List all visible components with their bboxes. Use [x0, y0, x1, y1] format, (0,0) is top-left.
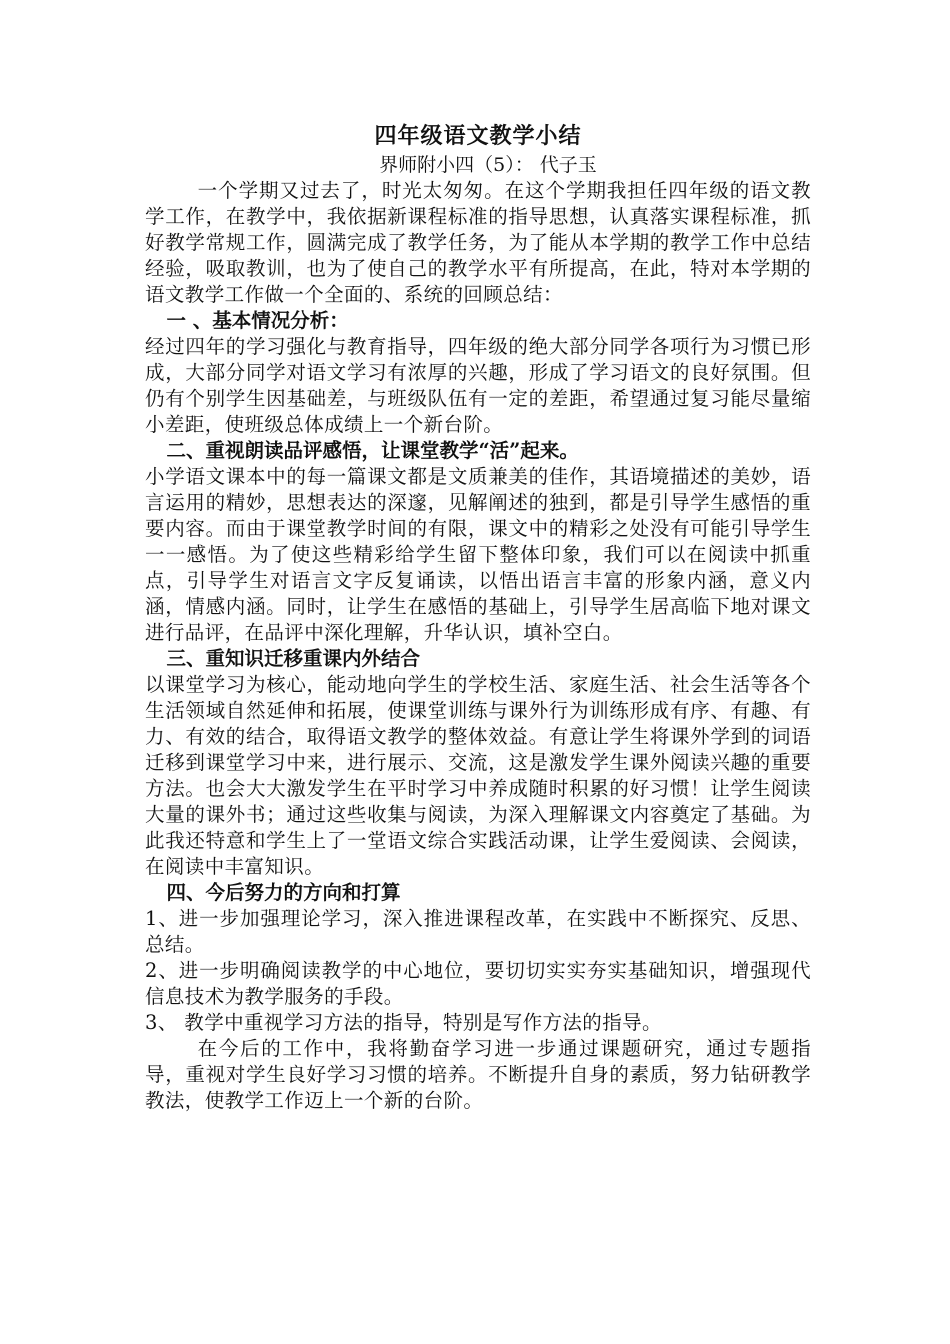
list-item: 2、进一步明确阅读教学的中心地位，要切切实实夯实基础知识，增强现代信息技术为教学服务的手段。 [145, 959, 811, 1008]
section-heading-4: 四、今后努力的方向和打算 [166, 881, 401, 904]
section-heading-2: 二、重视朗读品评感悟，让课堂教学“活”起来。 [166, 439, 579, 462]
section-heading-1: 一 、基本情况分析： [166, 309, 349, 332]
section-body-3: 以课堂学习为核心，能动地向学生的学校生活、家庭生活、社会生活等各个生活领域自然延伸和拓展，使课堂训练与课外行为训练形成有序、有趣、有力、有效的结合，取得语文教学的整体效益。有意让学生将课外学到的词语迁移到课堂学习中来，进行展示、交流，这是激发学生课外阅读兴趣的重要方法。也会大大激发学生在平时学习中养成随时积累的好习惯！让学生阅读大量的课外书；通过这些收集与阅读，为深入理解课文内容奠定了基础。为此我还特意和学生上了一堂语文综合实践活动课，让学生爱阅读、会阅读，在阅读中丰富知识。 [145, 673, 811, 878]
list-item: 1、进一步加强理论学习，深入推进课程改革，在实践中不断探究、反思、总结。 [145, 907, 811, 956]
author-line: 界师附小四（5）： 代子玉 [379, 154, 597, 176]
intro-paragraph: 一个学期又过去了，时光太匆匆。在这个学期我担任四年级的语文教学工作，在教学中，我依据新课程标准的指导思想，认真落实课程标准，抓好教学常规工作，圆满完成了教学任务，为了能从本学期的教学工作中总结经验，吸取教训，也为了使自己的教学水平有所提高，在此，特对本学期的语文教学工作做一个全面的、系统的回顾总结： [145, 179, 811, 306]
document-title: 四年级语文教学小结 [374, 123, 582, 149]
section-body-2: 小学语文课本中的每一篇课文都是文质兼美的佳作，其语境描述的美妙，语言运用的精妙，思想表达的深邃，见解阐述的独到，都是引导学生感悟的重要内容。而由于课堂教学时间的有限，课文中的精彩之处没有可能引导学生一一感悟。为了使这些精彩给学生留下整体印象，我们可以在阅读中抓重点，引导学生对语言文字反复诵读，以悟出语言丰富的形象内涵，意义内涵，情感内涵。同时，让学生在感悟的基础上，引导学生居高临下地对课文进行品评，在品评中深化理解，升华认识，填补空白。 [145, 465, 811, 644]
closing-paragraph: 在今后的工作中，我将勤奋学习进一步通过课题研究，通过专题指导，重视对学生良好学习习惯的培养。不断提升自身的素质，努力钻研教学教法，使教学工作迈上一个新的台阶。 [145, 1037, 811, 1112]
document-page [145, 120, 811, 1114]
section-heading-3: 三、重知识迁移重课内外结合 [166, 647, 420, 670]
section-body-1: 经过四年的学习强化与教育指导，四年级的绝大部分同学各项行为习惯已形成，大部分同学对语文学习有浓厚的兴趣，形成了学习语文的良好氛围。但仍有个别学生因基础差，与班级队伍有一定的差距，希望通过复习能尽量缩小差距，使班级总体成绩上一个新台阶。 [145, 335, 811, 436]
list-item: 3、 教学中重视学习方法的指导，特别是写作方法的指导。 [145, 1011, 662, 1034]
